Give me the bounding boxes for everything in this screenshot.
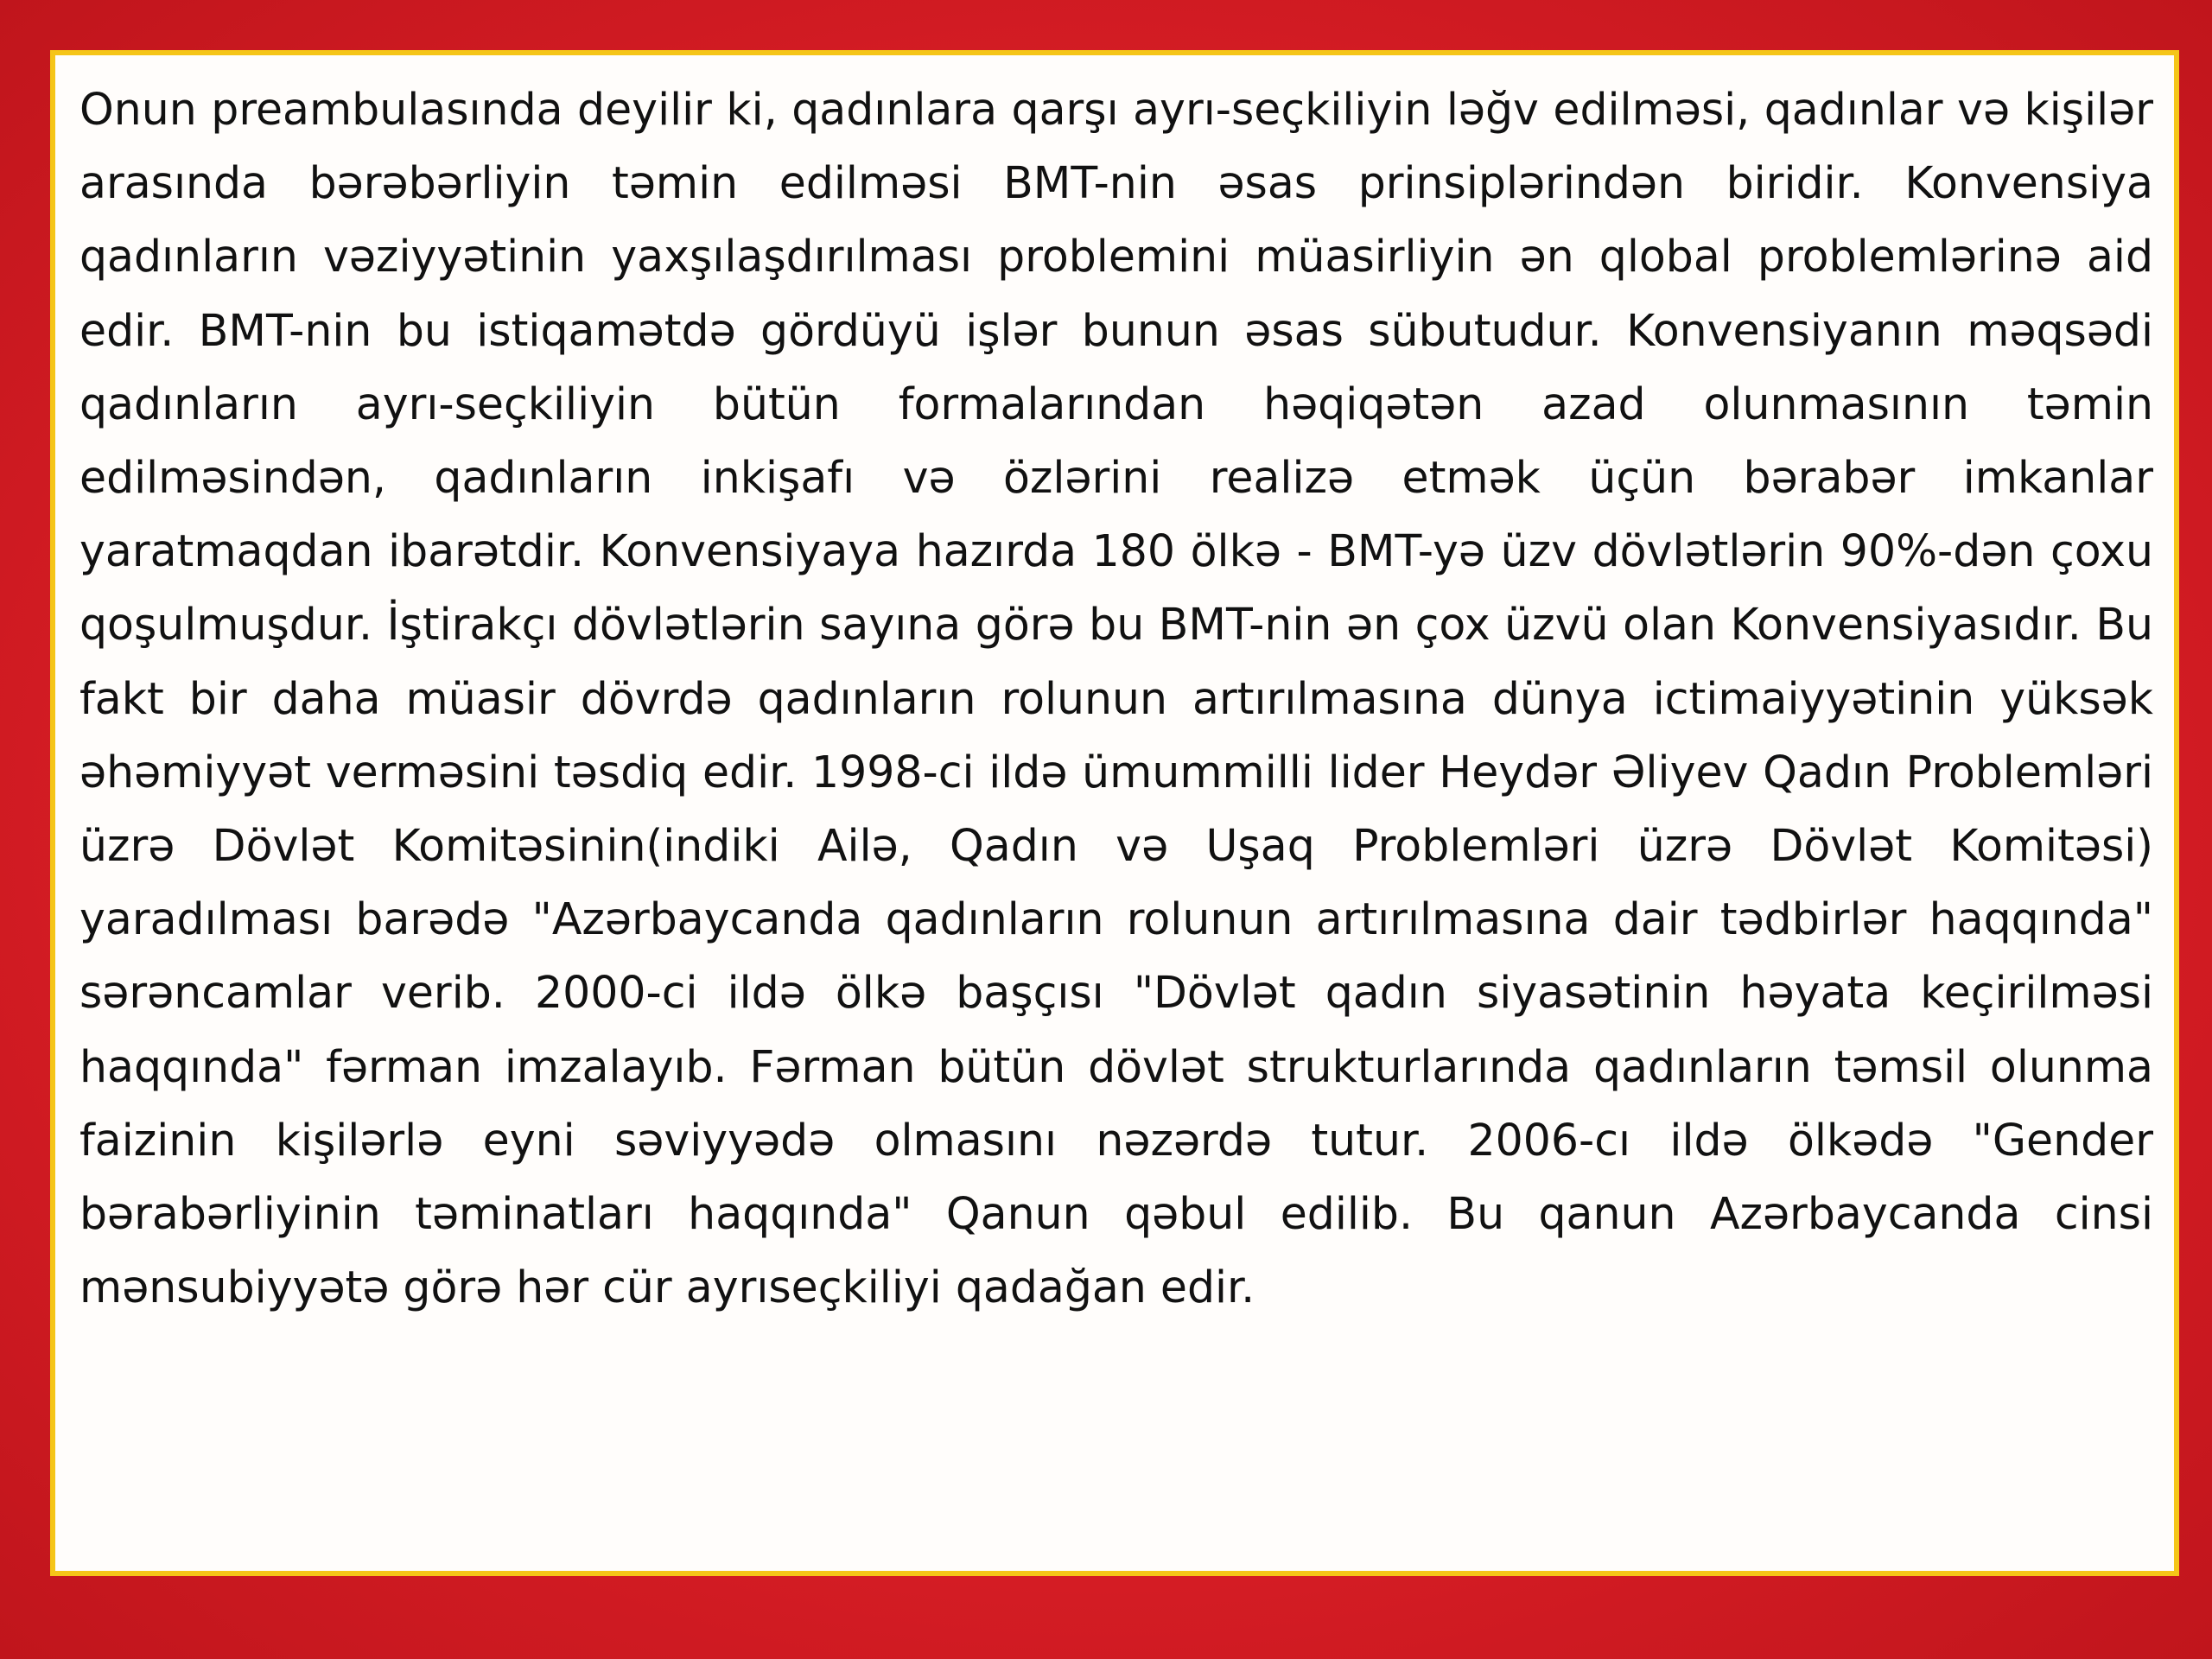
- body-paragraph: Onun preambulasında deyilir ki, qadınlara qarşı ayrı-seçkiliyin ləğv edilməsi, qadınlar və kişilər arasında bərəbərliyin təmin edilməsi BMT-nin əsas prinsiplərindən biridir. Konvensiya qadınların vəziyyətinin yaxşılaşdırılması problemini müasirliyin ən qlobal problemlərinə aid edir. BMT-nin bu istiqamətdə gördüyü işlər bunun əsas sübutudur. Konvensiyanın məqsədi qadınların ayrı-seçkiliyin bütün formalarından həqiqətən azad olunmasının təmin edilməsindən, qadınların inkişafı və özlərini realizə etmək üçün bərabər imkanlar yaratmaqdan ibarətdir. Konvensiyaya hazırda 180 ölkə - BMT-yə üzv dövlətlərin 90%-dən çoxu qoşulmuşdur. İştirakçı dövlətlərin sayına görə bu BMT-nin ən çox üzvü olan Konvensiyasıdır. Bu fakt bir daha müasir dövrdə qadınların rolunun artırılmasına dünya ictimaiyyətinin yüksək əhəmiyyət verməsini təsdiq edir. 1998-ci ildə ümummilli lider Heydər Əliyev Qadın Problemləri üzrə Dövlət Komitəsinin(indiki Ailə, Qadın və Uşaq Problemləri üzrə Dövlət Komitəsi) yaradılması barədə "Azərbaycanda qadınların rolunun artırılmasına dair tədbirlər haqqında" sərəncamlar verib. 2000-ci ildə ölkə başçısı "Dövlət qadın siyasətinin həyata keçirilməsi haqqında" fərman imzalayıb. Fərman bütün dövlət strukturlarında qadınların təmsil olunma faizinin kişilərlə eyni səviyyədə olmasını nəzərdə tutur. 2006-cı ildə ölkədə "Gender bərabərliyinin təminatları haqqında" Qanun qəbul edilib. Bu qanun Azərbaycanda cinsi mənsubiyyətə görə hər cür ayrıseçkiliyi qadağan edir.: [79, 84, 2153, 1313]
